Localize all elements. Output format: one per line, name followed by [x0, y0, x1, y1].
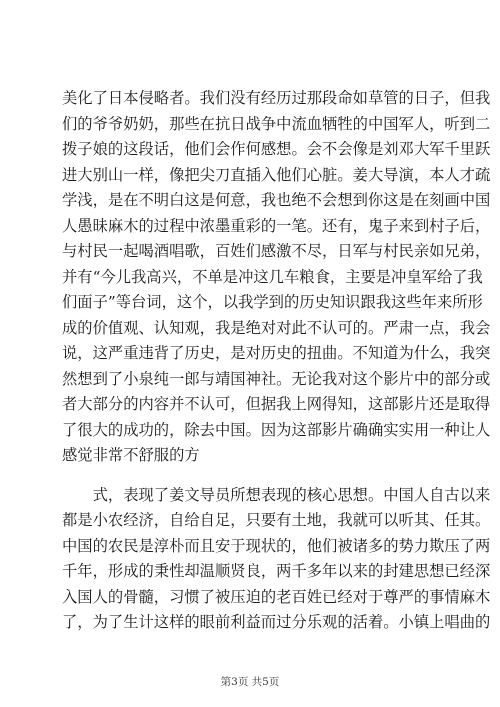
paragraph-1 [62, 86, 491, 469]
text-line: 都是小农经济，自给自足，只要有土地，我就可以听其、任其。 [62, 511, 491, 529]
text-line: 式，表现了姜文导员所想表现的核心思想。中国人自古以来 [62, 485, 491, 504]
document-body [62, 86, 491, 636]
text-line: 中国的农民是淳朴而且安于现状的，他们被诸多的势力欺压了两 [62, 536, 491, 555]
text-line: 人愚昧麻木的过程中浓墨重彩的一笔。还有，鬼子来到村子后， [62, 216, 491, 235]
text-line: 者大部分的内容并不认可，但据我上网得知，这部影片还是取得 [62, 395, 491, 413]
text-line: 美化了日本侵略者。我们没有经历过那段命如草管的日子，但我 [62, 89, 491, 107]
text-line: 们面子”等台词，这个，以我学到的历史知识跟我这些年来所形 [62, 293, 483, 311]
text-line: 与村民一起喝酒唱歌，百姓们感激不尽，日军与村民亲如兄弟， [62, 242, 491, 260]
text-line: 入国人的骨髓，习惯了被压迫的老百姓已经对于尊严的事情麻木 [62, 587, 491, 606]
text-line: 进大别山一样，像把尖刀直插入他们心脏。姜大导演，本人才疏 [62, 165, 491, 184]
paragraph-2 [62, 483, 491, 636]
text-line: 了很大的成功的，除去中国。因为这部影片确确实实用一种让人 [62, 420, 491, 439]
text-line: 感觉非常不舒服的方 [62, 446, 200, 464]
text-line: 学浅，是在不明白这是何意，我也绝不会想到你这是在刻画中国 [62, 191, 491, 209]
text-line: 了，为了生计这样的眼前利益而过分乐观的活着。小镇上唱曲的 [62, 613, 491, 631]
text-line: 并有“今儿我高兴，不单是冲这几车粮食，主要是冲皇军给了我 [62, 267, 483, 286]
text-line: 然想到了小泉纯一郎与靖国神社。无论我对这个影片中的部分或 [62, 369, 491, 388]
page-footer: 第3页 共5页 [220, 676, 280, 688]
text-line: 千年，形成的秉性却温顺贤良，两千多年以来的封建思想已经深 [62, 562, 491, 580]
text-line: 说，这严重违背了历史，是对历史的扭曲。不知道为什么，我突 [62, 344, 491, 362]
text-line: 们的爷爷奶奶，那些在抗日战争中流血牺牲的中国军人，听到二 [62, 114, 491, 133]
text-line: 拨子娘的这段话，他们会作何感想。会不会像是刘邓大军千里跃 [62, 140, 491, 158]
text-line: 成的价值观、认知观，我是绝对对此不认可的。严肃一点，我会 [62, 318, 491, 337]
